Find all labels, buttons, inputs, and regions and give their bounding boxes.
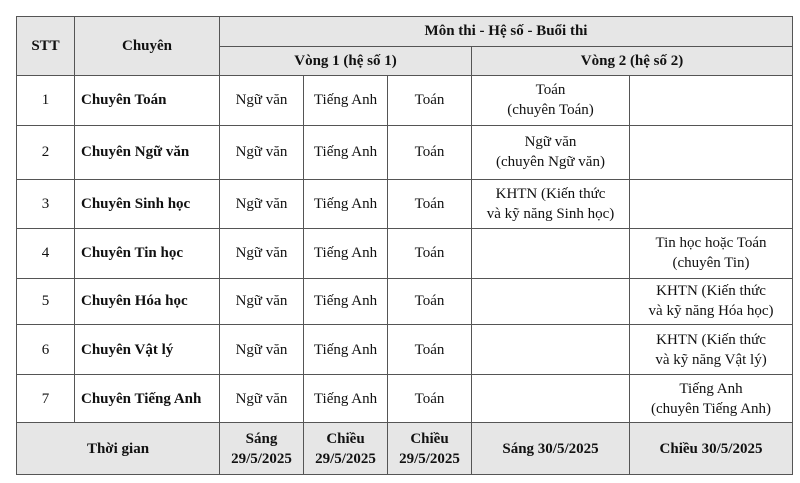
header-group: Môn thi - Hệ số - Buổi thi [220,17,793,47]
row-stt: 2 [17,125,75,179]
row-name: Chuyên Hóa học [75,278,220,325]
table-row [17,228,793,278]
row-stt: 4 [17,228,75,278]
footer-label: Thời gian [17,423,220,475]
row-name: Chuyên Vật lý [75,325,220,375]
table-row [17,278,793,325]
row-round2-afternoon: Tin học hoặc Toán (chuyên Tin) [630,228,793,278]
row-subject-1: Ngữ văn [220,179,304,228]
row-stt: 6 [17,325,75,375]
table-row [17,179,793,228]
row-round2-morning [472,375,630,423]
row-stt: 1 [17,76,75,126]
row-subject-1: Ngữ văn [220,125,304,179]
header-chuyen: Chuyên [75,17,220,76]
row-name: Chuyên Ngữ văn [75,125,220,179]
row-subject-2: Tiếng Anh [304,125,388,179]
row-round2-morning [472,278,630,325]
row-round2-morning [472,228,630,278]
row-subject-3: Toán [388,375,472,423]
row-round2-afternoon: Tiếng Anh (chuyên Tiếng Anh) [630,375,793,423]
row-subject-3: Toán [388,278,472,325]
exam-schedule-table [16,16,793,475]
table-row [17,125,793,179]
row-round2-afternoon [630,179,793,228]
row-subject-2: Tiếng Anh [304,278,388,325]
table-row [17,325,793,375]
row-subject-3: Toán [388,76,472,126]
row-subject-2: Tiếng Anh [304,76,388,126]
row-round2-afternoon [630,125,793,179]
row-stt: 7 [17,375,75,423]
row-subject-3: Toán [388,325,472,375]
header-round1: Vòng 1 (hệ số 1) [220,46,472,76]
row-round2-afternoon: KHTN (Kiến thức và kỹ năng Vật lý) [630,325,793,375]
time-row [17,423,793,475]
time-round1-subject-1: Sáng 29/5/2025 [220,423,304,475]
row-round2-morning: KHTN (Kiến thức và kỹ năng Sinh học) [472,179,630,228]
row-name: Chuyên Tiếng Anh [75,375,220,423]
table-row [17,375,793,423]
row-subject-1: Ngữ văn [220,76,304,126]
row-subject-1: Ngữ văn [220,325,304,375]
header-round2: Vòng 2 (hệ số 2) [472,46,793,76]
row-name: Chuyên Tin học [75,228,220,278]
row-round2-morning: Ngữ văn (chuyên Ngữ văn) [472,125,630,179]
time-round1-subject-3: Chiều 29/5/2025 [388,423,472,475]
row-subject-1: Ngữ văn [220,228,304,278]
row-subject-2: Tiếng Anh [304,325,388,375]
row-subject-1: Ngữ văn [220,278,304,325]
time-round1-subject-2: Chiều 29/5/2025 [304,423,388,475]
row-subject-3: Toán [388,179,472,228]
row-subject-2: Tiếng Anh [304,228,388,278]
row-name: Chuyên Toán [75,76,220,126]
row-subject-2: Tiếng Anh [304,375,388,423]
row-round2-morning [472,325,630,375]
header-stt: STT [17,17,75,76]
row-stt: 3 [17,179,75,228]
row-round2-afternoon [630,76,793,126]
row-subject-2: Tiếng Anh [304,179,388,228]
row-round2-afternoon: KHTN (Kiến thức và kỹ năng Hóa học) [630,278,793,325]
time-round2-morning: Sáng 30/5/2025 [472,423,630,475]
row-round2-morning: Toán (chuyên Toán) [472,76,630,126]
table-row [17,76,793,126]
row-stt: 5 [17,278,75,325]
row-subject-1: Ngữ văn [220,375,304,423]
row-name: Chuyên Sinh học [75,179,220,228]
row-subject-3: Toán [388,125,472,179]
time-round2-afternoon: Chiều 30/5/2025 [630,423,793,475]
row-subject-3: Toán [388,228,472,278]
